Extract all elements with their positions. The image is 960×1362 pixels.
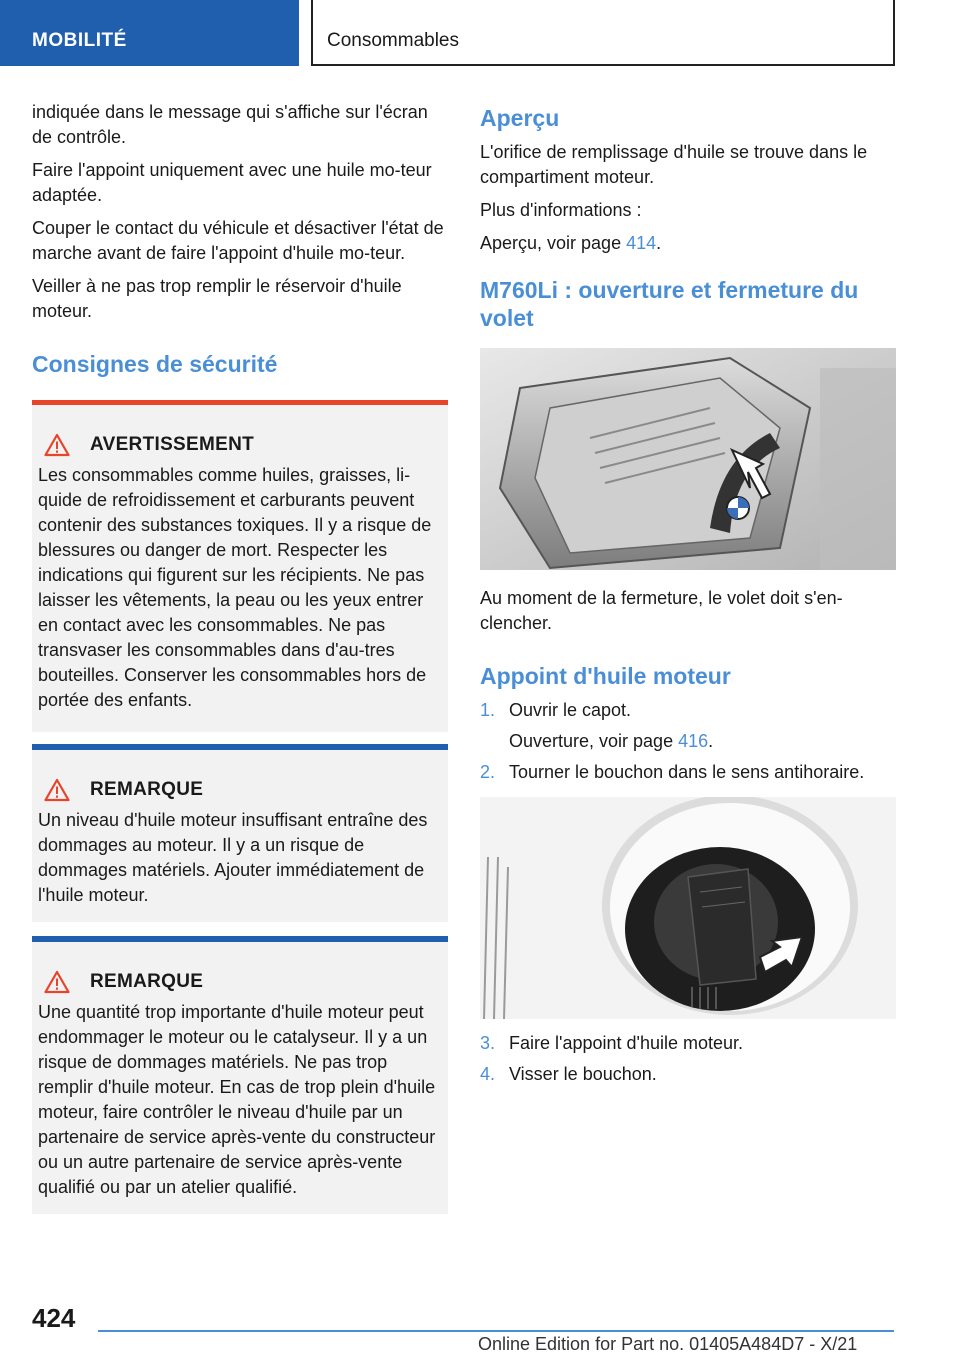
cross-reference: Aperçu, voir page 414. bbox=[480, 233, 662, 253]
page-link[interactable]: 416 bbox=[678, 731, 709, 751]
steps-list bbox=[480, 698, 896, 785]
page-number: 424 bbox=[32, 1303, 76, 1333]
paragraph: Au moment de la fermeture, le volet doit s'en-clencher. bbox=[480, 588, 843, 633]
oil-cap-photo bbox=[480, 797, 896, 1019]
paragraph: Veiller à ne pas trop remplir le réservoir d'huile moteur. bbox=[32, 276, 402, 321]
notice-triangle-icon bbox=[44, 778, 70, 802]
safety-heading: Consignes de sécurité bbox=[32, 351, 278, 377]
notice-text: Une quantité trop importante d'huile moteur peut endommager le moteur ou le catalyseur. Il y a un risque de dommages matériels. Ne pas trop remplir d'huile moteur. En cas de trop plein d'huile moteur, faire contrôler le niveau d'huile par un partenaire de service après-vente du constructeur ou un autre partenaire de service après-vente qualifié ou par un atelier qualifié. bbox=[38, 1002, 436, 1197]
right-column bbox=[480, 100, 896, 1093]
warning-text: Les consommables comme huiles, graisses, li-quide de refroidissement et carburants peuvent contenir des substances toxiques. Il y a risque de blessures ou danger de mort. Respecter les indications qui figurent sur les récipients. Ne pas laisser les vêtements, la peau ou les yeux entrer en contact avec les consommables. Ne pas transvaser les consommables dans d'au-tres bouteilles. Conserver les consommables hors de portée des enfants. bbox=[38, 465, 432, 710]
edition-note: Online Edition for Part no. 01405A484D7 - X/21 bbox=[478, 1334, 858, 1354]
list-item: 3. Faire l'appoint d'huile moteur. bbox=[480, 1033, 744, 1053]
warning-triangle-icon bbox=[44, 433, 70, 457]
paragraph: Faire l'appoint uniquement avec une huile mo-teur adaptée. bbox=[32, 160, 432, 205]
warning-title: AVERTISSEMENT bbox=[90, 434, 255, 455]
notice-title: REMARQUE bbox=[90, 779, 204, 800]
notice-box bbox=[32, 744, 448, 922]
appoint-heading: Appoint d'huile moteur bbox=[480, 663, 731, 689]
left-column bbox=[32, 100, 448, 1214]
paragraph: indiquée dans le message qui s'affiche sur l'écran de contrôle. bbox=[32, 102, 428, 147]
m760-heading: M760Li : ouverture et fermeture du volet bbox=[480, 277, 859, 331]
footer-rule bbox=[98, 1330, 894, 1332]
page-header bbox=[0, 0, 960, 66]
paragraph: L'orifice de remplissage d'huile se trouve dans le compartiment moteur. bbox=[480, 142, 868, 187]
notice-box bbox=[32, 936, 448, 1214]
paragraph: Plus d'informations : bbox=[480, 200, 642, 220]
engine-cover-photo bbox=[480, 348, 896, 570]
notice-triangle-icon bbox=[44, 970, 70, 994]
apercu-heading: Aperçu bbox=[480, 105, 560, 131]
notice-title: REMARQUE bbox=[90, 971, 204, 992]
list-item: 2. Tourner le bouchon dans le sens antihoraire. bbox=[480, 762, 865, 782]
warning-box bbox=[32, 400, 448, 732]
paragraph: Couper le contact du véhicule et désactiver l'état de marche avant de faire l'appoint d'huile mo-teur. bbox=[32, 218, 444, 263]
steps-list bbox=[480, 1031, 896, 1087]
list-item: 4. Visser le bouchon. bbox=[480, 1064, 657, 1084]
list-item: 1. Ouvrir le capot. Ouverture, voir page 416. bbox=[480, 700, 714, 751]
page-link[interactable]: 414 bbox=[626, 233, 657, 253]
section-tab: MOBILITÉ bbox=[0, 0, 299, 66]
chapter-title: Consommables bbox=[311, 0, 895, 66]
notice-text: Un niveau d'huile moteur insuffisant entraîne des dommages au moteur. Il y a un risque de dommages matériels. Ajouter immédiatement de l'huile moteur. bbox=[38, 810, 428, 905]
